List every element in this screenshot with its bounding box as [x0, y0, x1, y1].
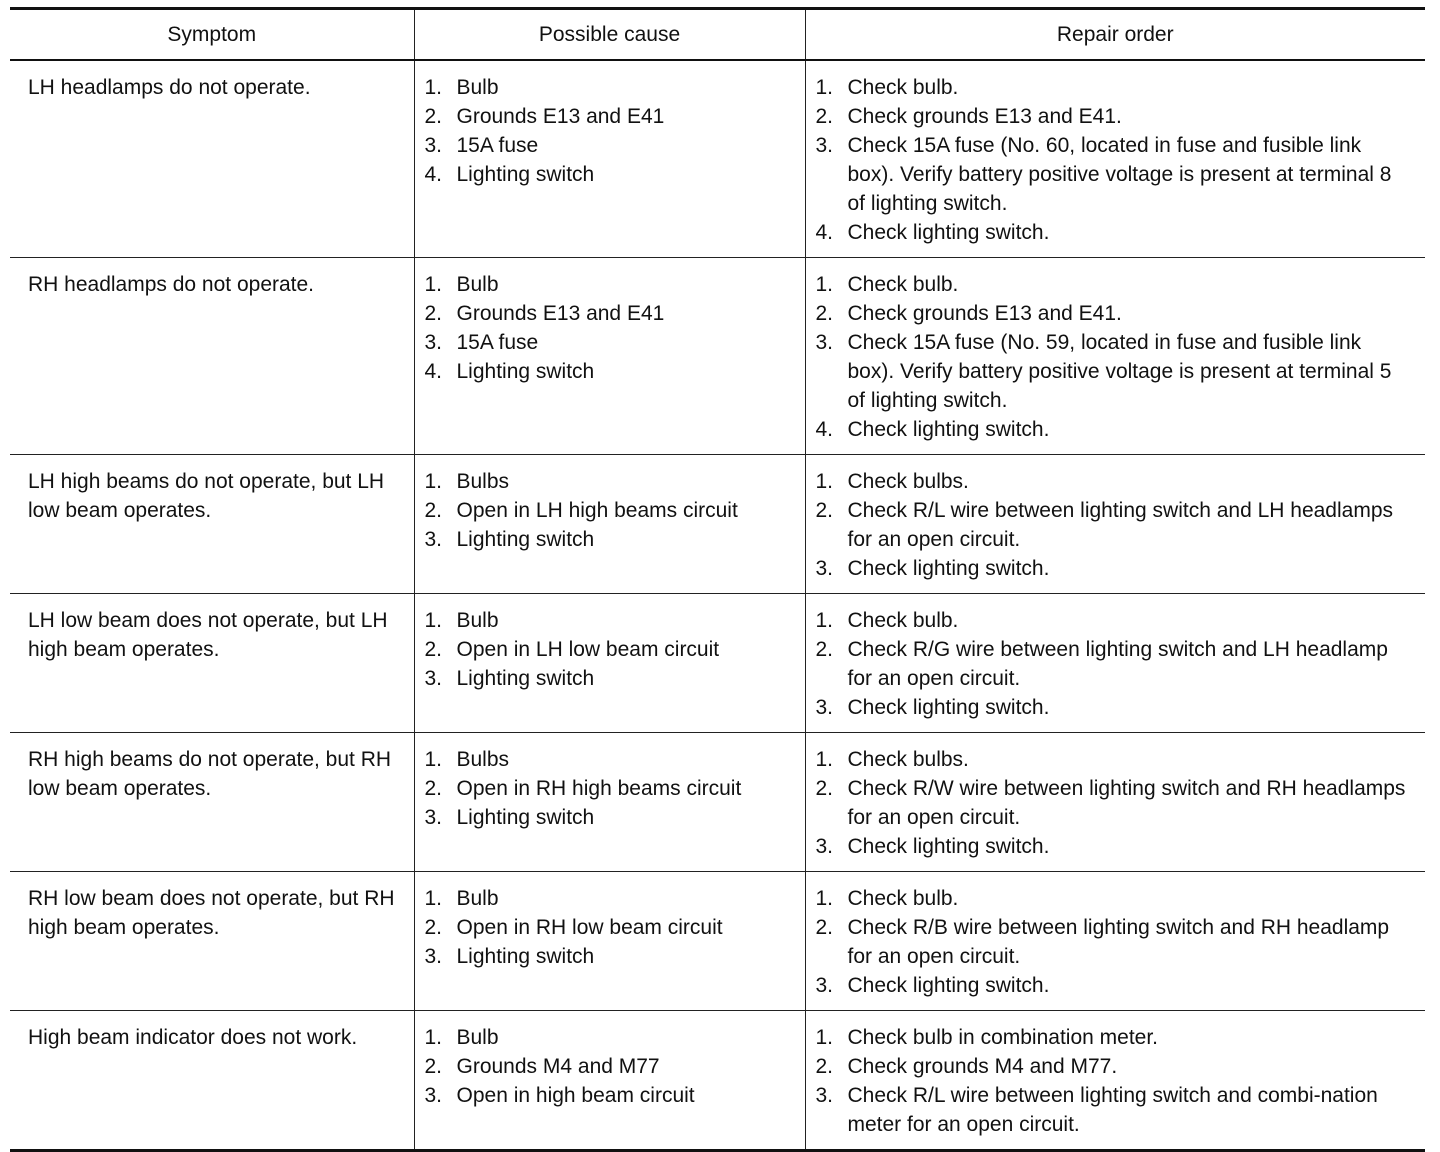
- cause-list: [425, 73, 799, 189]
- cause-list: [425, 606, 799, 693]
- item-text: Lighting switch: [456, 806, 595, 829]
- symptom-cell: High beam indicator does not work.: [10, 1011, 414, 1151]
- repair-order-cell: [805, 594, 1425, 733]
- item-text: Bulbs: [456, 470, 510, 493]
- item-number: 1.: [815, 887, 834, 910]
- list-item: [816, 606, 1412, 635]
- item-number: 2.: [815, 105, 834, 128]
- item-text: Lighting switch: [456, 360, 595, 383]
- item-text: Check 15A fuse (No. 60, located in fuse and fusible link box). Verify battery positive voltage is present at terminal 8 of lighting switch.: [847, 134, 1392, 215]
- item-number: 1.: [424, 470, 443, 493]
- list-item: [816, 774, 1412, 832]
- item-text: Open in high beam circuit: [456, 1084, 695, 1107]
- table-row: [10, 594, 1425, 733]
- item-text: Check lighting switch.: [847, 835, 1050, 858]
- item-text: Check bulb in combination meter.: [847, 1026, 1158, 1049]
- possible-cause-cell: [414, 733, 805, 872]
- troubleshooting-chart: [10, 7, 1425, 1152]
- item-text: Bulb: [456, 76, 499, 99]
- item-number: 3.: [815, 974, 834, 997]
- list-item: [816, 218, 1412, 247]
- item-number: 3.: [424, 945, 443, 968]
- item-number: 1.: [424, 609, 443, 632]
- repair-list: [816, 270, 1412, 444]
- item-text: Lighting switch: [456, 945, 595, 968]
- possible-cause-cell: [414, 455, 805, 594]
- list-item: [816, 635, 1412, 693]
- item-text: Grounds E13 and E41: [456, 302, 665, 325]
- item-text: Bulb: [456, 1026, 499, 1049]
- item-number: 3.: [424, 667, 443, 690]
- table-row: [10, 872, 1425, 1011]
- list-item: [816, 102, 1412, 131]
- item-number: 2.: [815, 499, 834, 522]
- list-item: [816, 467, 1412, 496]
- item-number: 1.: [424, 76, 443, 99]
- repair-order-cell: [805, 455, 1425, 594]
- item-text: Lighting switch: [456, 528, 595, 551]
- item-text: Open in RH low beam circuit: [456, 916, 723, 939]
- list-item: [425, 606, 799, 635]
- item-number: 2.: [815, 916, 834, 939]
- repair-order-cell: [805, 60, 1425, 258]
- item-number: 3.: [815, 134, 834, 157]
- item-number: 3.: [815, 331, 834, 354]
- repair-list: [816, 884, 1412, 1000]
- table-row: [10, 60, 1425, 258]
- list-item: [425, 884, 799, 913]
- item-text: Check bulb.: [847, 273, 959, 296]
- item-text: Check grounds M4 and M77.: [847, 1055, 1118, 1078]
- cause-list: [425, 270, 799, 386]
- repair-order-cell: [805, 872, 1425, 1011]
- repair-list: [816, 745, 1412, 861]
- item-text: 15A fuse: [456, 331, 539, 354]
- item-number: 4.: [424, 360, 443, 383]
- list-item: [816, 328, 1412, 415]
- list-item: [816, 693, 1412, 722]
- list-item: [816, 496, 1412, 554]
- list-item: [425, 1081, 799, 1110]
- item-number: 2.: [424, 302, 443, 325]
- list-item: [425, 1023, 799, 1052]
- list-item: [816, 745, 1412, 774]
- cause-list: [425, 745, 799, 832]
- table-row: [10, 1011, 1425, 1151]
- symptom-cell: LH headlamps do not operate.: [10, 60, 414, 258]
- list-item: [425, 1052, 799, 1081]
- item-text: Check bulb.: [847, 609, 959, 632]
- cause-list: [425, 1023, 799, 1110]
- item-number: 3.: [424, 331, 443, 354]
- item-number: 3.: [424, 134, 443, 157]
- item-text: Check lighting switch.: [847, 418, 1050, 441]
- repair-list: [816, 1023, 1412, 1139]
- item-text: Lighting switch: [456, 163, 595, 186]
- repair-order-cell: [805, 1011, 1425, 1151]
- item-number: 4.: [424, 163, 443, 186]
- item-number: 1.: [815, 273, 834, 296]
- item-text: Bulb: [456, 273, 499, 296]
- list-item: [425, 357, 799, 386]
- table-body: [10, 60, 1425, 1151]
- header-possible-cause: Possible cause: [414, 9, 805, 61]
- item-text: Bulbs: [456, 748, 510, 771]
- item-number: 3.: [424, 528, 443, 551]
- repair-order-cell: [805, 258, 1425, 455]
- list-item: [425, 131, 799, 160]
- item-text: Check grounds E13 and E41.: [847, 302, 1122, 325]
- list-item: [425, 664, 799, 693]
- item-text: Check 15A fuse (No. 59, located in fuse and fusible link box). Verify battery positive voltage is present at terminal 5 of lighting switch.: [847, 331, 1392, 412]
- item-text: Grounds M4 and M77: [456, 1055, 660, 1078]
- list-item: [816, 270, 1412, 299]
- list-item: [816, 1023, 1412, 1052]
- table-row: [10, 258, 1425, 455]
- item-number: 2.: [424, 777, 443, 800]
- list-item: [425, 73, 799, 102]
- list-item: [816, 832, 1412, 861]
- possible-cause-cell: [414, 1011, 805, 1151]
- list-item: [425, 496, 799, 525]
- item-number: 2.: [815, 1055, 834, 1078]
- item-number: 1.: [815, 470, 834, 493]
- item-number: 2.: [424, 499, 443, 522]
- list-item: [425, 774, 799, 803]
- possible-cause-cell: [414, 594, 805, 733]
- list-item: [816, 884, 1412, 913]
- cause-list: [425, 884, 799, 971]
- item-text: Open in LH high beams circuit: [456, 499, 738, 522]
- item-number: 3.: [815, 1084, 834, 1107]
- list-item: [425, 270, 799, 299]
- item-number: 2.: [424, 916, 443, 939]
- header-row: [10, 9, 1425, 61]
- item-number: 2.: [424, 638, 443, 661]
- item-number: 2.: [424, 1055, 443, 1078]
- item-number: 3.: [424, 806, 443, 829]
- list-item: [425, 160, 799, 189]
- symptom-cell: RH high beams do not operate, but RH low beam operates.: [10, 733, 414, 872]
- list-item: [816, 1081, 1412, 1139]
- list-item: [425, 467, 799, 496]
- list-item: [816, 415, 1412, 444]
- item-text: Open in RH high beams circuit: [456, 777, 742, 800]
- item-number: 1.: [424, 273, 443, 296]
- list-item: [425, 328, 799, 357]
- item-text: Lighting switch: [456, 667, 595, 690]
- item-text: Bulb: [456, 609, 499, 632]
- list-item: [816, 1052, 1412, 1081]
- list-item: [816, 554, 1412, 583]
- item-text: Check bulb.: [847, 76, 959, 99]
- table-row: [10, 733, 1425, 872]
- list-item: [816, 971, 1412, 1000]
- repair-list: [816, 606, 1412, 722]
- item-text: Check bulb.: [847, 887, 959, 910]
- item-number: 4.: [815, 418, 834, 441]
- item-text: Check lighting switch.: [847, 557, 1050, 580]
- header-repair-order: Repair order: [805, 9, 1425, 61]
- item-number: 3.: [815, 696, 834, 719]
- list-item: [425, 102, 799, 131]
- item-text: Check R/G wire between lighting switch and LH headlamp for an open circuit.: [847, 638, 1388, 690]
- symptom-cell: LH low beam does not operate, but LH high beam operates.: [10, 594, 414, 733]
- item-number: 1.: [815, 609, 834, 632]
- list-item: [816, 73, 1412, 102]
- repair-list: [816, 467, 1412, 583]
- item-text: 15A fuse: [456, 134, 539, 157]
- item-text: Check R/W wire between lighting switch and RH headlamps for an open circuit.: [847, 777, 1406, 829]
- item-text: Bulb: [456, 887, 499, 910]
- item-number: 2.: [815, 777, 834, 800]
- possible-cause-cell: [414, 60, 805, 258]
- list-item: [425, 745, 799, 774]
- list-item: [425, 803, 799, 832]
- list-item: [425, 635, 799, 664]
- symptom-cell: LH high beams do not operate, but LH low beam operates.: [10, 455, 414, 594]
- list-item: [425, 525, 799, 554]
- list-item: [816, 913, 1412, 971]
- item-number: 1.: [815, 76, 834, 99]
- item-number: 3.: [815, 557, 834, 580]
- item-text: Check lighting switch.: [847, 221, 1050, 244]
- item-number: 4.: [815, 221, 834, 244]
- item-text: Check R/L wire between lighting switch and LH headlamps for an open circuit.: [847, 499, 1394, 551]
- item-number: 1.: [424, 887, 443, 910]
- repair-list: [816, 73, 1412, 247]
- list-item: [816, 131, 1412, 218]
- item-number: 3.: [815, 835, 834, 858]
- item-text: Check R/L wire between lighting switch and combi-nation meter for an open circuit.: [847, 1084, 1378, 1136]
- item-number: 1.: [815, 748, 834, 771]
- repair-order-cell: [805, 733, 1425, 872]
- item-text: Check lighting switch.: [847, 696, 1050, 719]
- item-number: 2.: [424, 105, 443, 128]
- possible-cause-cell: [414, 258, 805, 455]
- list-item: [425, 942, 799, 971]
- item-text: Grounds E13 and E41: [456, 105, 665, 128]
- item-number: 2.: [815, 302, 834, 325]
- header-symptom: Symptom: [10, 9, 414, 61]
- item-number: 1.: [815, 1026, 834, 1049]
- table-row: [10, 455, 1425, 594]
- item-text: Check bulbs.: [847, 470, 969, 493]
- list-item: [425, 913, 799, 942]
- item-number: 2.: [815, 638, 834, 661]
- item-text: Check R/B wire between lighting switch and RH headlamp for an open circuit.: [847, 916, 1390, 968]
- symptom-cell: RH low beam does not operate, but RH high beam operates.: [10, 872, 414, 1011]
- item-text: Check bulbs.: [847, 748, 969, 771]
- list-item: [816, 299, 1412, 328]
- symptom-cell: RH headlamps do not operate.: [10, 258, 414, 455]
- item-number: 1.: [424, 748, 443, 771]
- item-number: 3.: [424, 1084, 443, 1107]
- item-number: 1.: [424, 1026, 443, 1049]
- item-text: Check lighting switch.: [847, 974, 1050, 997]
- item-text: Open in LH low beam circuit: [456, 638, 720, 661]
- diagnosis-table: [10, 7, 1425, 1152]
- item-text: Check grounds E13 and E41.: [847, 105, 1122, 128]
- list-item: [425, 299, 799, 328]
- possible-cause-cell: [414, 872, 805, 1011]
- cause-list: [425, 467, 799, 554]
